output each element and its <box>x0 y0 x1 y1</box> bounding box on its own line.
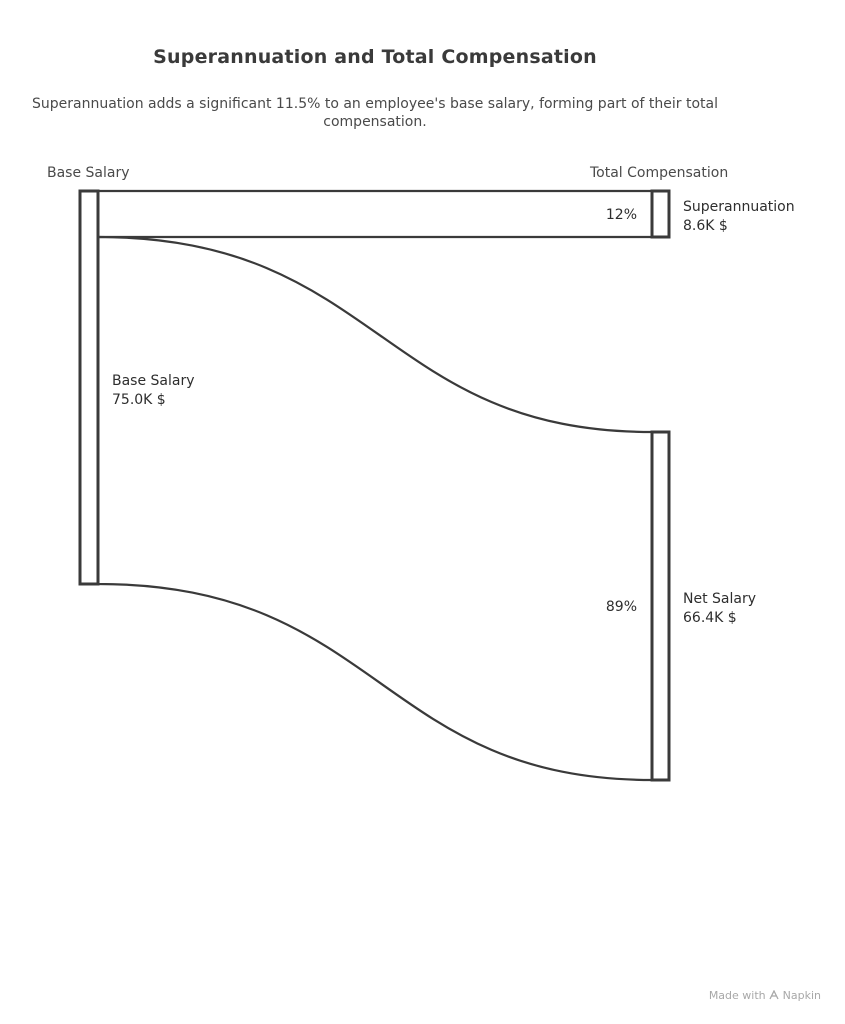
napkin-brand-text: Napkin <box>782 989 821 1002</box>
node-value-superannuation: 8.6K $ <box>683 218 728 234</box>
percent-label-superannuation: 12% <box>605 207 637 223</box>
node-bar-superannuation <box>652 191 669 237</box>
node-name-base-salary: Base Salary <box>112 373 195 389</box>
node-bar-base-salary <box>80 191 98 584</box>
made-with-text: Made with <box>708 989 766 1002</box>
node-bar-net-salary <box>652 432 669 780</box>
percent-label-net-salary: 89% <box>605 599 637 615</box>
node-label-base-salary <box>112 372 195 410</box>
node-label-superannuation <box>683 198 795 236</box>
node-value-net-salary: 66.4K $ <box>683 610 737 626</box>
node-value-base-salary: 75.0K $ <box>112 392 166 408</box>
chart-subtitle: Superannuation adds a significant 11.5% to an employee's base salary, forming part of their total compensation. <box>32 96 718 130</box>
node-name-net-salary: Net Salary <box>683 591 757 607</box>
chart-title: Superannuation and Total Compensation <box>153 46 597 68</box>
flow-link-net-salary <box>98 237 652 780</box>
made-with-napkin[interactable] <box>709 989 821 1002</box>
node-label-net-salary <box>683 590 756 628</box>
column-header-left: Base Salary <box>47 165 130 181</box>
node-name-superannuation: Superannuation <box>683 199 795 215</box>
column-header-right: Total Compensation <box>590 165 729 181</box>
napkin-logo-icon <box>769 990 779 1000</box>
flow-link-superannuation <box>98 191 652 237</box>
